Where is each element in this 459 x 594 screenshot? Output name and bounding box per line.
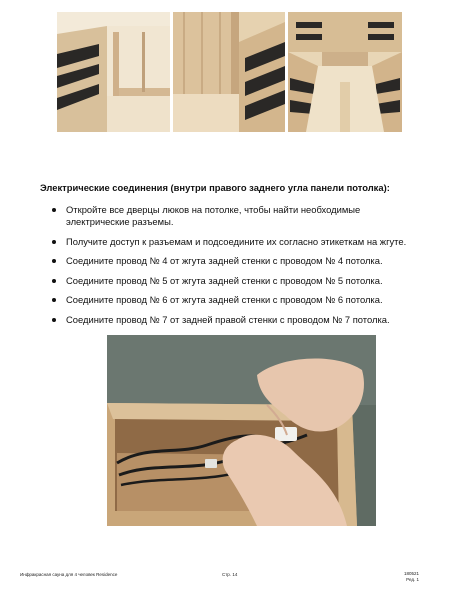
instruction-item: Соедините провод № 5 от жгута задней стенки с проводом № 5 потолка. [40, 275, 420, 287]
footer-doc-code: 180521 [403, 571, 419, 576]
instruction-item: Откройте все дверцы люков на потолке, чтобы найти необходимые электрические разъемы. [40, 204, 420, 228]
sauna-interior-photo-left [57, 12, 170, 132]
instruction-item: Соедините провод № 4 от жгута задней стенки с проводом № 4 потолка. [40, 255, 420, 267]
footer-revision-label: Ред. 1 [406, 577, 419, 582]
instruction-item: Получите доступ к разъемам и подсоедините их согласно этикеткам на жгуте. [40, 236, 420, 248]
footer-page-number: Стр. 14 [222, 572, 238, 577]
instruction-list [40, 204, 420, 333]
sauna-interior-photo-middle [173, 12, 285, 132]
sauna-interior-photo-right [288, 12, 402, 132]
instruction-item: Соедините провод № 7 от задней правой стенки с проводом № 7 потолка. [40, 314, 420, 326]
footer-product-name: Инфракрасная сауна для 4 человек Residence [20, 572, 118, 577]
wire-connection-photo [107, 335, 376, 526]
instruction-item: Соедините провод № 6 от жгута задней стенки с проводом № 6 потолка. [40, 294, 420, 306]
footer-revision [404, 571, 419, 583]
section-heading: Электрические соединения (внутри правого заднего угла панели потолка): [40, 182, 390, 193]
